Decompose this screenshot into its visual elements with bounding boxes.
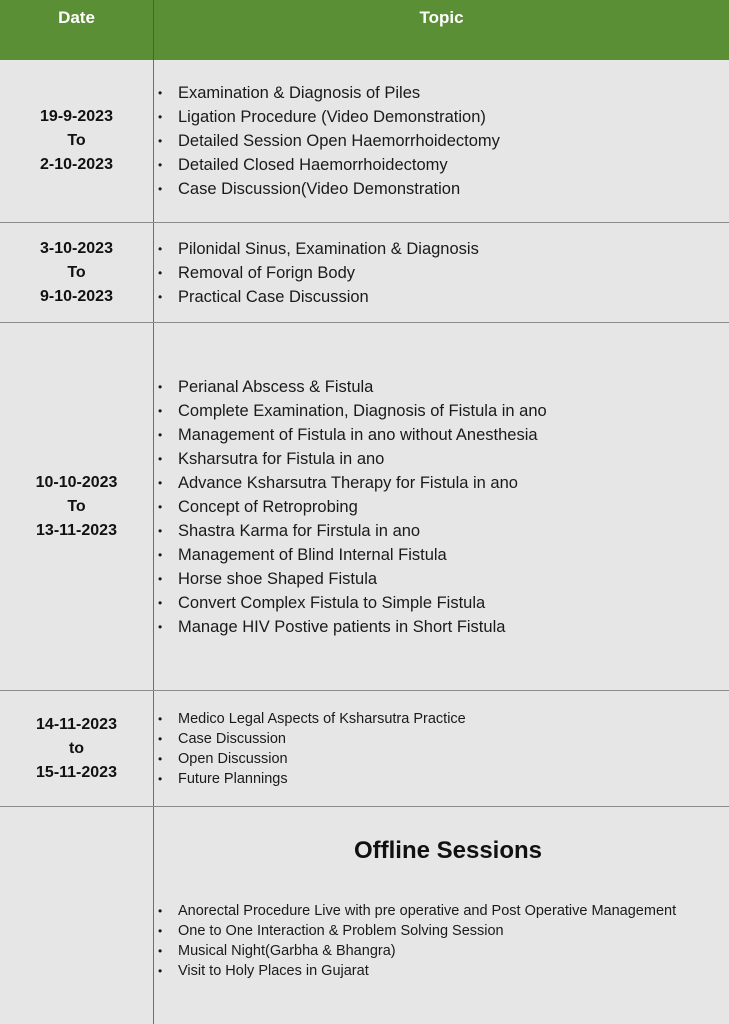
topic-list (155, 709, 721, 789)
bullet-icon: • (158, 619, 163, 634)
date-column-header: Date (58, 8, 95, 27)
list-item: • Medico Legal Aspects of Ksharsutra Practice (158, 710, 466, 727)
date-start: 19-9-2023 (40, 108, 113, 125)
bullet-icon: • (158, 451, 163, 466)
list-item: • Shastra Karma for Firstula in ano (155, 519, 721, 543)
bullet-icon: • (158, 924, 163, 938)
topic-cell (155, 323, 721, 690)
bullet-icon: • (158, 964, 163, 978)
bullet-icon: • (158, 265, 163, 280)
topic-cell (155, 60, 721, 222)
date-end: 15-11-2023 (36, 763, 117, 781)
table-header (0, 0, 729, 61)
table-row-offline (0, 807, 729, 1024)
date-start: 3-10-2023 (40, 239, 113, 257)
date-cell (0, 323, 153, 690)
bullet-icon: • (158, 904, 163, 918)
list-item: • One to One Interaction & Problem Solving Session (158, 923, 504, 939)
bullet-icon: • (158, 134, 163, 148)
bullet-icon: • (158, 475, 163, 490)
list-item: • Future Plannings (158, 770, 288, 787)
list-item: • Case Discussion (158, 730, 286, 747)
bullet-icon: • (158, 182, 163, 196)
list-item: • Manage HIV Postive patients in Short Fistula (155, 615, 721, 639)
date-start: 10-10-2023 (35, 473, 118, 491)
table-row (0, 691, 729, 807)
bullet-icon: • (158, 771, 163, 786)
column-divider (153, 323, 154, 690)
bullet-icon: • (158, 86, 163, 100)
list-item: • Case Discussion(Video Demonstration (155, 177, 721, 201)
bullet-icon: • (158, 731, 163, 746)
topic-list (155, 81, 721, 201)
bullet-icon: • (158, 751, 163, 766)
bullet-icon: • (158, 158, 163, 172)
list-item: • Ligation Procedure (Video Demonstration) (155, 105, 721, 129)
table-row (0, 323, 729, 691)
topic-list (155, 901, 721, 981)
date-start: 14-11-2023 (36, 715, 117, 733)
date-end: 13-11-2023 (36, 521, 117, 539)
list-item: • Horse shoe Shaped Fistula (155, 567, 721, 591)
date-separator: To (67, 263, 86, 281)
bullet-icon: • (158, 499, 163, 514)
list-item: • Perianal Abscess & Fistula (155, 375, 721, 399)
date-cell (0, 60, 153, 222)
column-divider (153, 60, 154, 222)
date-separator: to (68, 739, 85, 757)
list-item: • Anorectal Procedure Live with pre operative and Post Operative Management (158, 903, 677, 919)
list-item: • Complete Examination, Diagnosis of Fistula in ano (155, 399, 721, 423)
list-item: • Ksharsutra for Fistula in ano (155, 447, 721, 471)
list-item: • Pilonidal Sinus, Examination & Diagnosis (155, 237, 721, 261)
bullet-icon: • (158, 547, 163, 562)
list-item: • Visit to Holy Places in Gujarat (158, 963, 369, 979)
topic-list (155, 237, 721, 309)
topic-cell (155, 691, 721, 806)
date-separator: To (67, 132, 86, 149)
bullet-icon: • (158, 595, 163, 610)
list-item: • Examination & Diagnosis of Piles (155, 81, 721, 105)
list-item: • Open Discussion (158, 750, 288, 767)
date-end: 2-10-2023 (40, 156, 113, 173)
topic-cell (155, 223, 721, 322)
bullet-icon: • (158, 523, 163, 538)
table-row (0, 223, 729, 323)
list-item: • Detailed Closed Haemorrhoidectomy (155, 153, 721, 177)
list-item: • Musical Night(Garbha & Bhangra) (158, 943, 396, 959)
bullet-icon: • (158, 289, 163, 304)
bullet-icon: • (158, 241, 163, 256)
list-item: • Concept of Retroprobing (155, 495, 721, 519)
date-cell-empty (0, 807, 153, 1024)
bullet-icon: • (158, 711, 163, 726)
topic-list (155, 375, 721, 639)
bullet-icon: • (158, 944, 163, 958)
bullet-icon: • (158, 379, 163, 394)
topic-column-header: Topic (419, 8, 464, 27)
date-separator: To (67, 497, 86, 515)
column-divider (153, 223, 154, 322)
list-item: • Advance Ksharsutra Therapy for Fistula in ano (155, 471, 721, 495)
list-item: • Practical Case Discussion (155, 285, 721, 309)
date-cell (0, 223, 153, 322)
table-row (0, 60, 729, 223)
bullet-icon: • (158, 571, 163, 586)
list-item: • Management of Fistula in ano without Anesthesia (155, 423, 721, 447)
bullet-icon: • (158, 403, 163, 418)
list-item: • Removal of Forign Body (155, 261, 721, 285)
list-item: • Detailed Session Open Haemorrhoidectomy (155, 129, 721, 153)
column-divider (153, 807, 154, 1024)
topic-cell (155, 807, 721, 1024)
date-end: 9-10-2023 (40, 287, 113, 305)
bullet-icon: • (158, 427, 163, 442)
column-divider (153, 691, 154, 806)
bullet-icon: • (158, 110, 163, 124)
list-item: • Convert Complex Fistula to Simple Fistula (155, 591, 721, 615)
date-cell (0, 691, 153, 806)
list-item: • Management of Blind Internal Fistula (155, 543, 721, 567)
offline-sessions-title: Offline Sessions (353, 837, 543, 864)
